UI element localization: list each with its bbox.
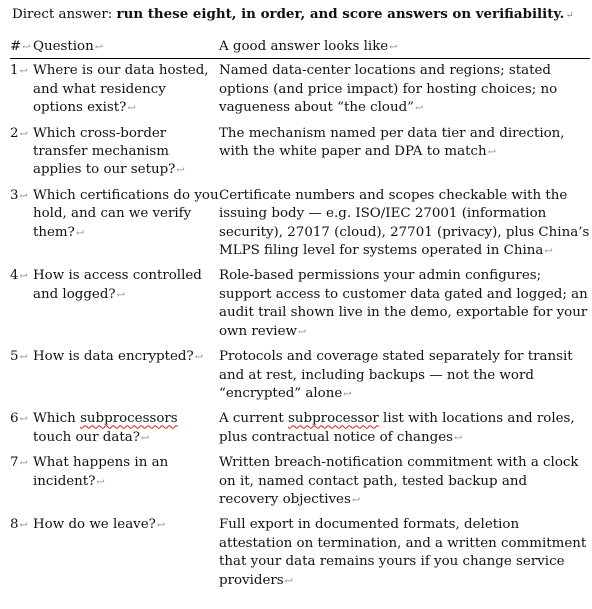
cell-end-mark: ↩ [19,271,28,283]
spellcheck-word: subprocessor [288,411,379,427]
table-row [10,451,590,513]
table-row [10,407,590,451]
row-num-value: 3 [10,187,19,203]
header-question [33,38,219,59]
table-row [10,264,590,345]
row-num [10,122,33,184]
row-num-value: 8 [10,517,19,533]
answer-text: Written breach-notification commitment with a clock on it, named contact path, tested backup and recovery objectives [219,455,579,507]
cell-end-mark: ↩ [389,42,398,53]
question-text: Which cross-border transfer mechanism applies to our setup? [33,125,176,178]
row-num-value: 6 [10,411,19,427]
answer-text: Named data-center locations and regions; stated options (and price impact) for hosting choices; no vagueness about “the cloud” [219,63,558,116]
intro-bold-text: run these eight, in order, and score answers on verifiability. [116,6,565,22]
row-answer [219,122,590,184]
row-num [10,264,33,345]
cell-end-mark: ↩ [19,66,28,78]
cell-end-mark: ↩ [487,147,496,159]
table-row [10,513,590,594]
row-num-value: 5 [10,349,19,365]
row-num-value: 7 [10,455,19,471]
question-text: Which [33,411,81,427]
cell-end-mark: ↩ [127,103,136,115]
cell-end-mark: ↩ [140,432,150,444]
answer-text: list with locations and roles, plus contractual notice of changes [219,411,575,445]
spellcheck-word: subprocessors [80,411,178,427]
row-question [33,407,219,451]
answer-text: Certificate numbers and scopes checkable with the issuing body — e.g. ISO/IEC 27001 (information security), 27017 (cloud), 27701 (privacy), plus China’s MLPS filing level for systems operated in China [219,187,590,259]
cell-end-mark: ↩ [351,494,361,506]
row-answer [219,184,590,265]
row-question [33,345,219,407]
answer-text: A current [219,411,289,427]
row-num [10,184,33,265]
cell-end-mark: ↩ [343,388,352,400]
cell-end-mark: ↩ [96,476,105,488]
row-question [33,122,219,184]
row-num [10,513,33,594]
table-row [10,122,590,184]
question-text: What happens in an incident? [33,455,169,489]
row-num-value: 4 [10,268,19,284]
question-text: How do we leave? [33,517,156,533]
row-question [33,451,219,513]
row-answer [219,345,590,407]
cell-end-mark: ↩ [22,42,31,53]
cell-end-mark: ↩ [116,289,125,301]
cell-end-mark: ↩ [94,42,104,53]
cell-end-mark: ↩ [284,575,294,587]
question-text: Which certifications do you hold, and can we verify them? [33,187,219,240]
cell-end-mark: ↩ [194,352,204,364]
header-question-label: Question [33,39,94,54]
intro-paragraph [12,5,574,25]
questions-table [10,38,590,594]
row-question [33,184,219,265]
paragraph-mark: ↵ [565,10,574,21]
cell-end-mark: ↩ [415,103,424,115]
question-text: How is access controlled and logged? [33,268,202,302]
row-answer [219,513,590,594]
answer-text: Full export in documented formats, deletion attestation on termination, and a written commitment that your data remains yours if you change service providers [219,517,587,588]
cell-end-mark: ↩ [176,165,185,177]
intro-prefix: Direct answer: [12,7,117,22]
row-answer [219,451,590,513]
cell-end-mark: ↩ [19,128,28,140]
row-answer [219,264,590,345]
table-header-row [10,38,590,59]
header-answer-label: A good answer looks like [219,39,389,54]
row-num [10,59,33,122]
cell-end-mark: ↩ [75,227,85,239]
row-question [33,513,219,594]
question-text: touch our data? [33,429,140,445]
table-row [10,59,590,122]
row-num-value: 1 [10,63,19,79]
cell-end-mark: ↩ [19,414,28,426]
row-num-value: 2 [10,125,19,141]
cell-end-mark: ↩ [156,520,166,532]
header-num-label: # [10,39,22,54]
answer-text: Role-based permissions your admin configures; support access to customer data gated and logged; an audit trail shown live in the demo, exportable for your own review [219,268,588,339]
cell-end-mark: ↩ [544,246,553,258]
table-row [10,345,590,407]
answer-text: Protocols and coverage stated separately for transit and at rest, including backups — not the word “encrypted” alone [219,349,573,401]
row-num [10,407,33,451]
cell-end-mark: ↩ [297,326,307,338]
cell-end-mark: ↩ [19,190,28,202]
row-num [10,451,33,513]
cell-end-mark: ↩ [19,352,28,364]
row-question [33,264,219,345]
question-text: Where is our data hosted, and what residency options exist? [33,63,209,116]
question-text: How is data encrypted? [33,349,194,365]
header-num [10,38,33,59]
cell-end-mark: ↩ [19,458,28,470]
row-question [33,59,219,122]
row-answer [219,59,590,122]
row-answer [219,407,590,451]
table-row [10,184,590,265]
header-answer [219,38,590,59]
cell-end-mark: ↩ [19,520,28,532]
row-num [10,345,33,407]
cell-end-mark: ↩ [454,432,463,444]
answer-text: The mechanism named per data tier and direction, with the white paper and DPA to match [219,125,565,160]
